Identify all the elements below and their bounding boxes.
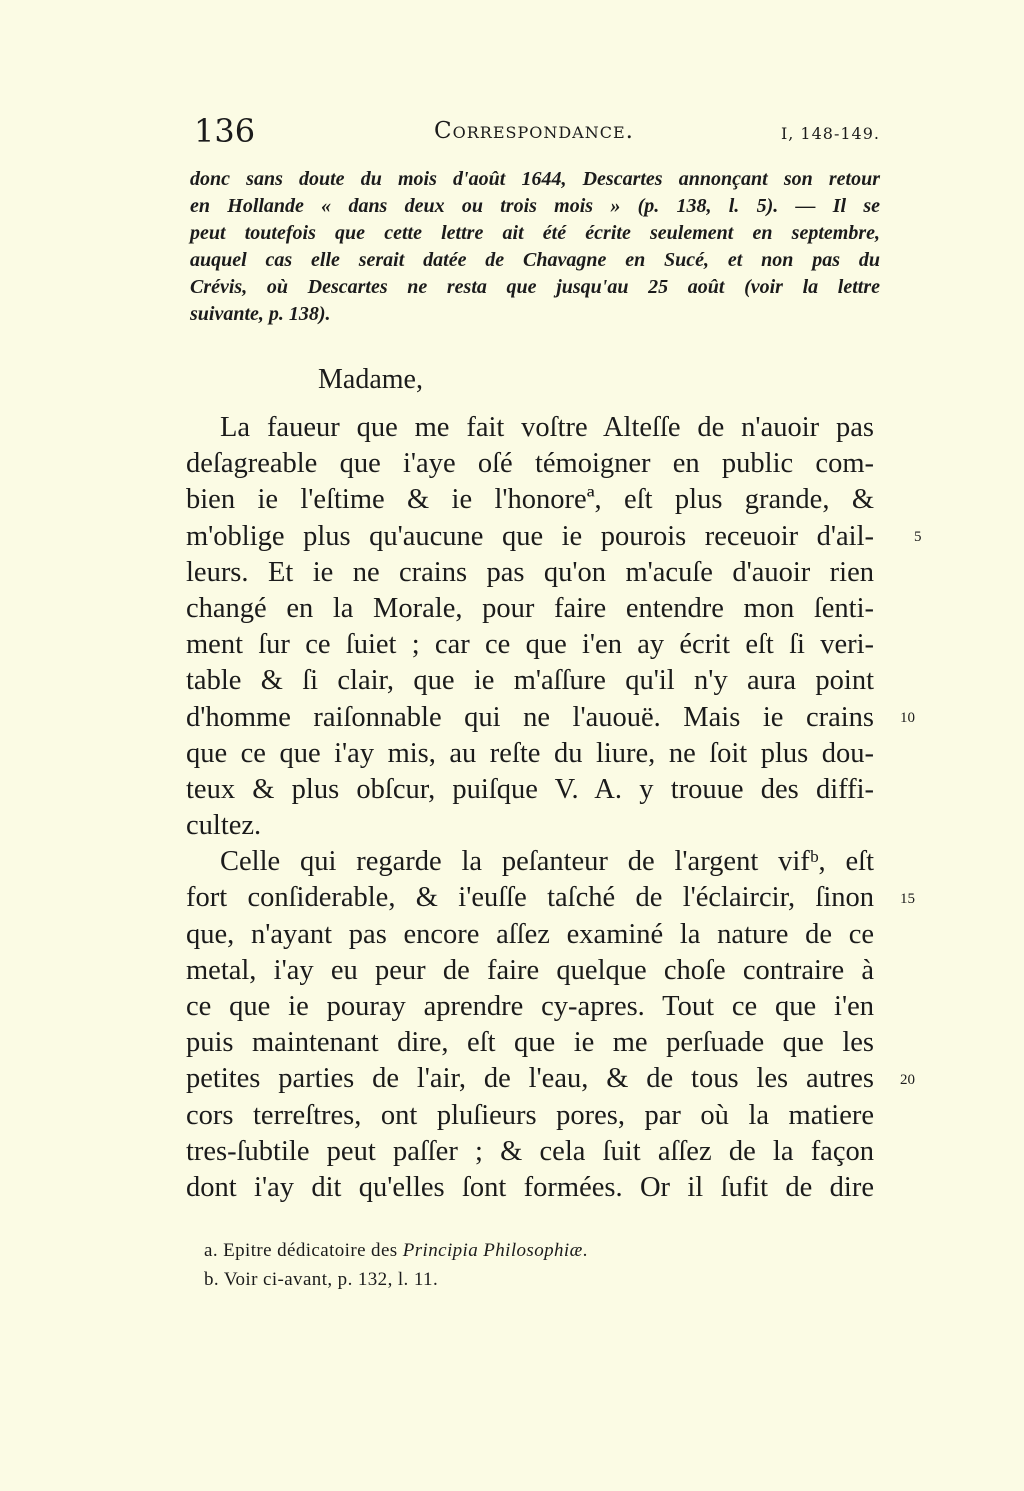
body-line: table & ſi clair, que ie m'aſſure qu'il n'y aura point [186,665,874,697]
body-line: petites parties de l'air, de l'eau, & de tous les autres [186,1063,874,1095]
running-title: Correspondance. [434,118,634,144]
body-line: que, n'ayant pas encore aſſez examiné la nature de ce [186,918,874,950]
body-line: d'homme raiſonnable qui ne l'auouë. Mais ie crains [186,701,874,733]
letter-body [186,410,874,1206]
body-line: que ce que i'ay mis, au reſte du liure, ne ſoit plus dou- [186,737,874,769]
body-line: Celle qui regarde la peſanteur de l'argent vifᵇ, eſt [220,846,874,878]
note-line: suivante, p. 138). [190,303,331,325]
page-range: I, 148-149. [780,124,880,143]
body-line: bien ie l'eſtime & ie l'honoreª, eſt plus grande, & [186,484,874,516]
body-line: cultez. [186,810,262,842]
page-number: 136 [194,112,256,150]
body-line: cors terreſtres, ont pluſieurs pores, par où la matiere [186,1099,874,1131]
line-number: 5 [914,529,922,545]
body-line: metal, i'ay eu peur de faire quelque choſe contraire à [186,954,874,986]
body-line: leurs. Et ie ne crains pas qu'on m'acuſe d'auoir rien [186,556,874,588]
line-number: 20 [900,1072,915,1088]
body-line: changé en la Morale, pour faire entendre mon ſenti- [186,592,874,624]
note-line: en Hollande « dans deux ou trois mois » (p. 138, l. 5). — Il se [190,195,880,217]
body-line: ce que ie pouray aprendre cy-apres. Tout ce que i'en [186,991,874,1022]
body-line: La faueur que me fait voſtre Alteſſe de n'auoir pas [220,412,874,443]
salutation: Madame, [318,364,423,395]
footnote-a-prefix: a. Epitre dédicatoire des [204,1240,403,1261]
note-line: auquel cas elle serait datée de Chavagne en Sucé, et non pas du [190,249,880,271]
footnote-b: b. Voir ci-avant, p. 132, l. 11. [204,1269,439,1290]
footnotes [204,1236,884,1294]
body-line: deſagreable que i'aye oſé témoigner en public com- [186,448,874,480]
line-number: 10 [900,710,915,726]
running-head [188,112,880,152]
footnote-a-title: Principia Philosophiæ [402,1240,583,1261]
body-line: tres-ſubtile peut paſſer ; & cela ſuit aſſez de la façon [186,1135,874,1167]
note-line: peut toutefois que cette lettre ait été écrite seulement en septembre, [190,222,880,244]
body-line: teux & plus obſcur, puiſque V. A. y trouue des diffi- [186,773,874,805]
line-number: 15 [900,891,915,907]
body-line: puis maintenant dire, eſt que ie me perſuade que les [186,1027,874,1059]
editorial-note [190,166,880,328]
body-line: fort conſiderable, & i'euſſe taſché de l'éclaircir, ſinon [186,882,874,914]
note-line: Crévis, où Descartes ne resta que jusqu'au 25 août (voir la lettre [190,276,880,298]
note-line: donc sans doute du mois d'août 1644, Descartes annonçant son retour [190,168,880,190]
footnote-a-suffix: . [582,1240,588,1261]
body-line: m'oblige plus qu'aucune que ie pourois receuoir d'ail- [186,520,874,552]
body-line: ment ſur ce ſuiet ; car ce que i'en ay écrit eſt ſi veri- [186,629,874,661]
footnote-a [204,1236,884,1265]
body-line: dont i'ay dit qu'elles ſont formées. Or il ſufit de dire [186,1171,874,1203]
